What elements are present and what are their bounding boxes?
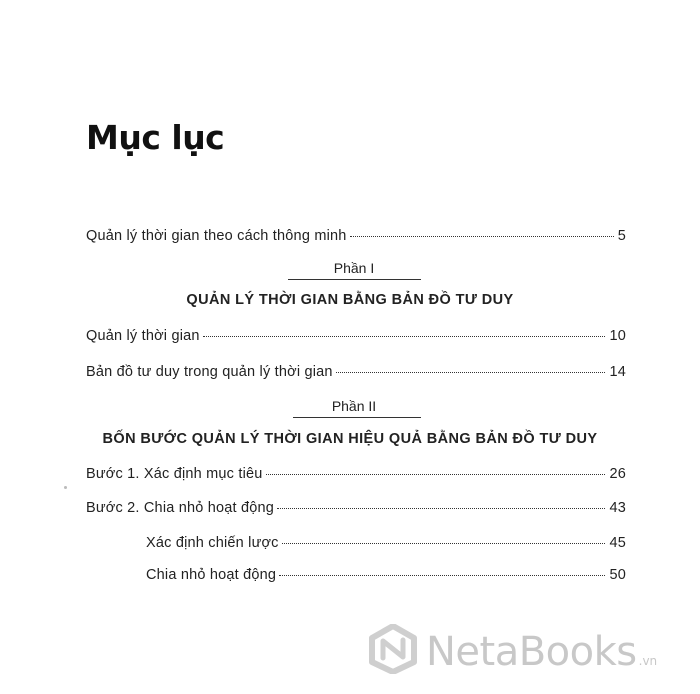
dot-leader bbox=[336, 372, 606, 373]
toc-entry-title: Xác định chiến lược bbox=[146, 535, 279, 551]
dot-leader bbox=[279, 575, 605, 576]
toc-entry bbox=[86, 364, 626, 380]
toc-entry-title: Quản lý thời gian bbox=[86, 328, 200, 344]
dot-leader bbox=[203, 336, 606, 337]
dot-leader bbox=[350, 236, 614, 237]
toc-entry-title: Bước 1. Xác định mục tiêu bbox=[86, 466, 263, 482]
toc-subentry bbox=[146, 535, 626, 551]
toc-entry bbox=[86, 328, 626, 344]
toc-entry-page: 10 bbox=[609, 328, 626, 344]
dot-leader bbox=[266, 474, 606, 475]
dot-leader bbox=[277, 508, 605, 509]
toc-heading: Mục lục bbox=[86, 118, 225, 157]
toc-entry-page: 5 bbox=[617, 228, 626, 244]
toc-entry-page: 45 bbox=[609, 535, 626, 551]
part-title: QUẢN LÝ THỜI GIAN BẰNG BẢN ĐỒ TƯ DUY bbox=[186, 292, 514, 308]
part-title: BỐN BƯỚC QUẢN LÝ THỜI GIAN HIỆU QUẢ BẰNG BẢN ĐỒ TƯ DUY bbox=[102, 431, 598, 447]
toc-entry bbox=[86, 228, 626, 244]
toc-entry-title: Quản lý thời gian theo cách thông minh bbox=[86, 228, 347, 244]
watermark-suffix: .vn bbox=[638, 654, 658, 668]
scan-speck bbox=[64, 486, 67, 489]
toc-entry-page: 50 bbox=[609, 567, 626, 583]
toc-subentry bbox=[146, 567, 626, 583]
dot-leader bbox=[282, 543, 606, 544]
toc-entry-title: Chia nhỏ hoạt động bbox=[146, 567, 277, 583]
toc-entry-page: 43 bbox=[609, 500, 626, 516]
part-label: Phần I bbox=[333, 260, 375, 276]
toc-entry bbox=[86, 500, 626, 516]
watermark bbox=[368, 624, 657, 674]
toc-entry-title: Bước 2. Chia nhỏ hoạt động bbox=[86, 500, 275, 516]
netabooks-logo-icon bbox=[368, 624, 418, 674]
part-underline bbox=[288, 279, 421, 280]
toc-entry-page: 26 bbox=[609, 466, 626, 482]
toc-entry bbox=[86, 466, 626, 482]
part-underline bbox=[293, 417, 421, 418]
part-label: Phần II bbox=[331, 398, 377, 414]
watermark-brand: NetaBooks bbox=[426, 629, 637, 675]
toc-entry-title: Bản đồ tư duy trong quản lý thời gian bbox=[86, 364, 333, 380]
toc-entry-page: 14 bbox=[609, 364, 626, 380]
